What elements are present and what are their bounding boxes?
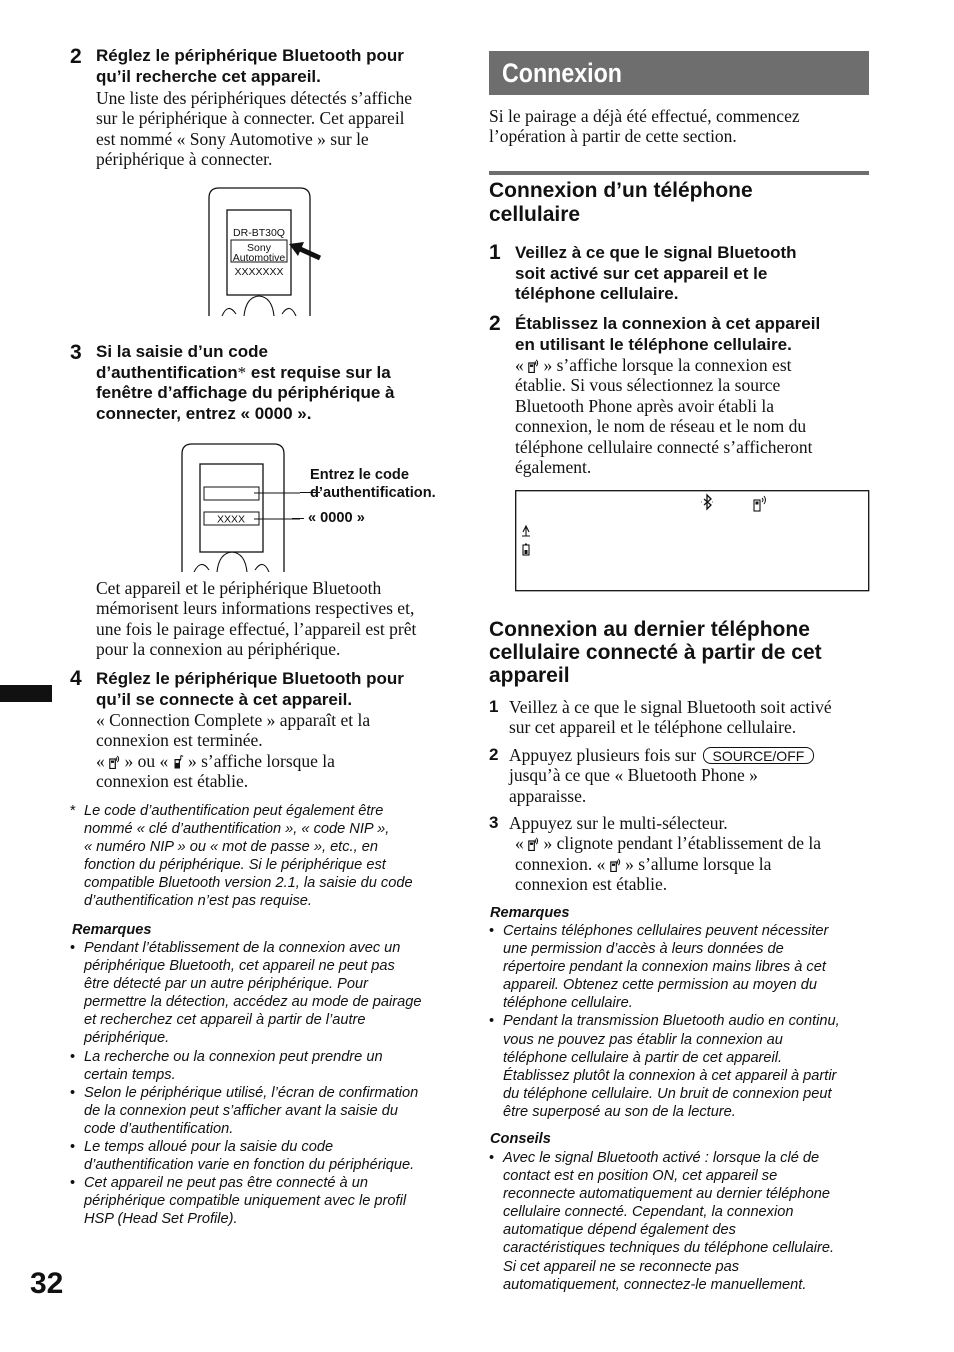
device-list-item-selected: Sony <box>247 242 271 254</box>
step-number: 2 <box>70 45 82 68</box>
phone-audio-icon <box>173 754 184 769</box>
step-number: 3 <box>70 341 82 364</box>
battery-icon <box>523 544 529 556</box>
phone-connected-icon <box>528 358 539 373</box>
remark-item: • Cet appareil ne peut pas être connecté à un périphérique compatible uniquement avec le profil HSP (Head Set Profile). <box>70 1175 407 1228</box>
step-number: 2 <box>489 312 501 335</box>
arrow-left-icon <box>289 242 320 258</box>
phone-connected-icon <box>109 754 120 769</box>
device-list-item: DR-BT30Q <box>233 227 285 239</box>
step-number: 3 <box>489 813 499 832</box>
callout-leader <box>292 518 304 519</box>
tip-item: • Avec le signal Bluetooth activé : lorsque la clé de contact est en position ON, cet appareil se reconnecte automatiquement au dernier téléphone cellulaire connecté. Cependant, la connexion automatique dépend également des caractéristiques techniques du téléphone cellulaire. Si cet appareil ne se reconnecte pas automatiquement, connectez-le manuellement. <box>489 1150 834 1293</box>
step-number: 2 <box>489 745 499 764</box>
remark-item: • Le temps alloué pour la saisie du code d’authentification varie en fonction du périphérique. <box>70 1139 415 1174</box>
callout-value-label: « 0000 » <box>308 510 365 526</box>
page-number: 32 <box>30 1267 64 1300</box>
source-off-button[interactable]: SOURCE/OFF <box>703 747 815 764</box>
remarks-heading: Remarques <box>72 922 152 938</box>
antenna-signal-icon <box>522 526 530 536</box>
remark-item: • Pendant l’établissement de la connexion avec un périphérique Bluetooth, cet appareil ne peut pas être détecté par un autre périphérique. Pour permettre la détection, accédez au mode de pairage et recherchez cet appareil à partir de l’autre périphérique. <box>70 940 422 1047</box>
step-1-title: Veillez à ce que le signal Bluetooth soit activé sur cet appareil et le téléphone cellulaire. <box>515 243 797 303</box>
phone-connected-icon <box>528 836 539 851</box>
code-value: XXXX <box>216 513 246 526</box>
step-2-body: Une liste des périphériques détectés s’affiche sur le périphérique à connecter. Cet appareil est nommé « Sony Automotive » sur le périphérique à connecter. <box>96 88 413 170</box>
step-number: 1 <box>489 697 499 716</box>
subsection-title: Connexion au dernier téléphone cellulaire connecté à partir de cet appareil <box>489 618 822 687</box>
tips-heading: Conseils <box>490 1131 551 1147</box>
step-number: 4 <box>70 667 82 690</box>
phone-device-list-illustration <box>200 186 330 316</box>
remark-item: • Pendant la transmission Bluetooth audio en continu, vous ne pouvez pas établir la connexion au téléphone cellulaire à partir de cet appareil. Établissez plutôt la connexion à cet appareil à partir du téléphone cellulaire. Un bruit de connexion peut être superposé au son de la lecture. <box>489 1013 840 1120</box>
section-tab-marker <box>0 685 52 702</box>
step-4-body: « Connection Complete » apparaît et la connexion est terminée. « » ou « » s’affiche lorsque la connexion est établie. <box>96 710 371 792</box>
phone-connected-icon <box>610 857 621 872</box>
remarks-list <box>489 922 874 1121</box>
pairing-paragraph: Cet appareil et le périphérique Bluetooth mémorisent leurs informations respectives et, une fois le pairage effectué, l’appareil est prêt pour la connexion au périphérique. <box>96 578 417 660</box>
step-3-body: Appuyez sur le multi-sélecteur. « » clignote pendant l’établissement de la connexion. « » s’allume lorsque la connexion est établie. <box>509 813 821 895</box>
subsection-title: Connexion d’un téléphone cellulaire <box>489 179 753 226</box>
device-list-item-selected: Automotive <box>232 252 286 264</box>
subsection-rule <box>489 171 869 175</box>
bluetooth-icon <box>702 495 714 509</box>
footnote-mark: * <box>70 803 76 819</box>
footnote: Le code d’authentification peut également être nommé « clé d’authentification », « code NIP », « numéro NIP » ou « mot de passe », etc., en fonction du périphérique. Si le périphérique est compatible Bluetooth version 2.1, la saisie du code d’authentification n’est pas requise. <box>84 803 413 910</box>
step-1-body: Veillez à ce que le signal Bluetooth soit activé sur cet appareil et le téléphone cellulaire. <box>509 697 832 738</box>
device-list-item: XXXXXXX <box>234 266 284 278</box>
step-number: 1 <box>489 241 501 264</box>
remark-item: • La recherche ou la connexion peut prendre un certain temps. <box>70 1048 383 1083</box>
remark-item: • Certains téléphones cellulaires peuvent nécessiter une permission d’accès à leurs données de répertoire pendant la connexion mains libres à cet appareil. Obtenez cette permission au moyen du téléphone cellulaire. <box>489 923 829 1012</box>
step-2-body: « » s’affiche lorsque la connexion est établie. Si vous sélectionnez la source Bluetooth Phone après avoir établi la connexion, le nom de réseau et le nom du téléphone cellulaire connecté s’afficheront également. <box>515 355 813 478</box>
step-2-body: Appuyez plusieurs fois sur SOURCE/OFF jusqu’à ce que « Bluetooth Phone » apparaisse. <box>509 745 874 806</box>
phone-code-entry-illustration <box>170 442 460 572</box>
section-header-bar <box>489 51 869 95</box>
tips-list <box>489 1149 874 1294</box>
step-4-title: Réglez le périphérique Bluetooth pour qu’il se connecte à cet appareil. <box>96 669 404 709</box>
remarks-list <box>70 939 455 1229</box>
callout-code-label: Entrez le code d’authentification. <box>310 467 436 501</box>
step-2-title: Établissez la connexion à cet appareil en utilisant le téléphone cellulaire. <box>515 314 821 354</box>
unit-display-illustration <box>515 490 870 592</box>
phone-connected-icon <box>754 496 766 511</box>
remarks-heading: Remarques <box>490 905 570 921</box>
section-title: Connexion <box>502 58 622 88</box>
step-3-title: Si la saisie d’un code d’authentification* est requise sur la fenêtre d’affichage du périphérique à connecter, entrez « 0000 ». <box>96 342 395 423</box>
step-2-title: Réglez le périphérique Bluetooth pour qu’il recherche cet appareil. <box>96 46 404 86</box>
remark-item: • Selon le périphérique utilisé, l’écran de confirmation de la connexion peut s’afficher avant la saisie du code d’authentification. <box>70 1084 419 1137</box>
section-intro: Si le pairage a déjà été effectué, commencez l’opération à partir de cette section. <box>489 106 800 147</box>
